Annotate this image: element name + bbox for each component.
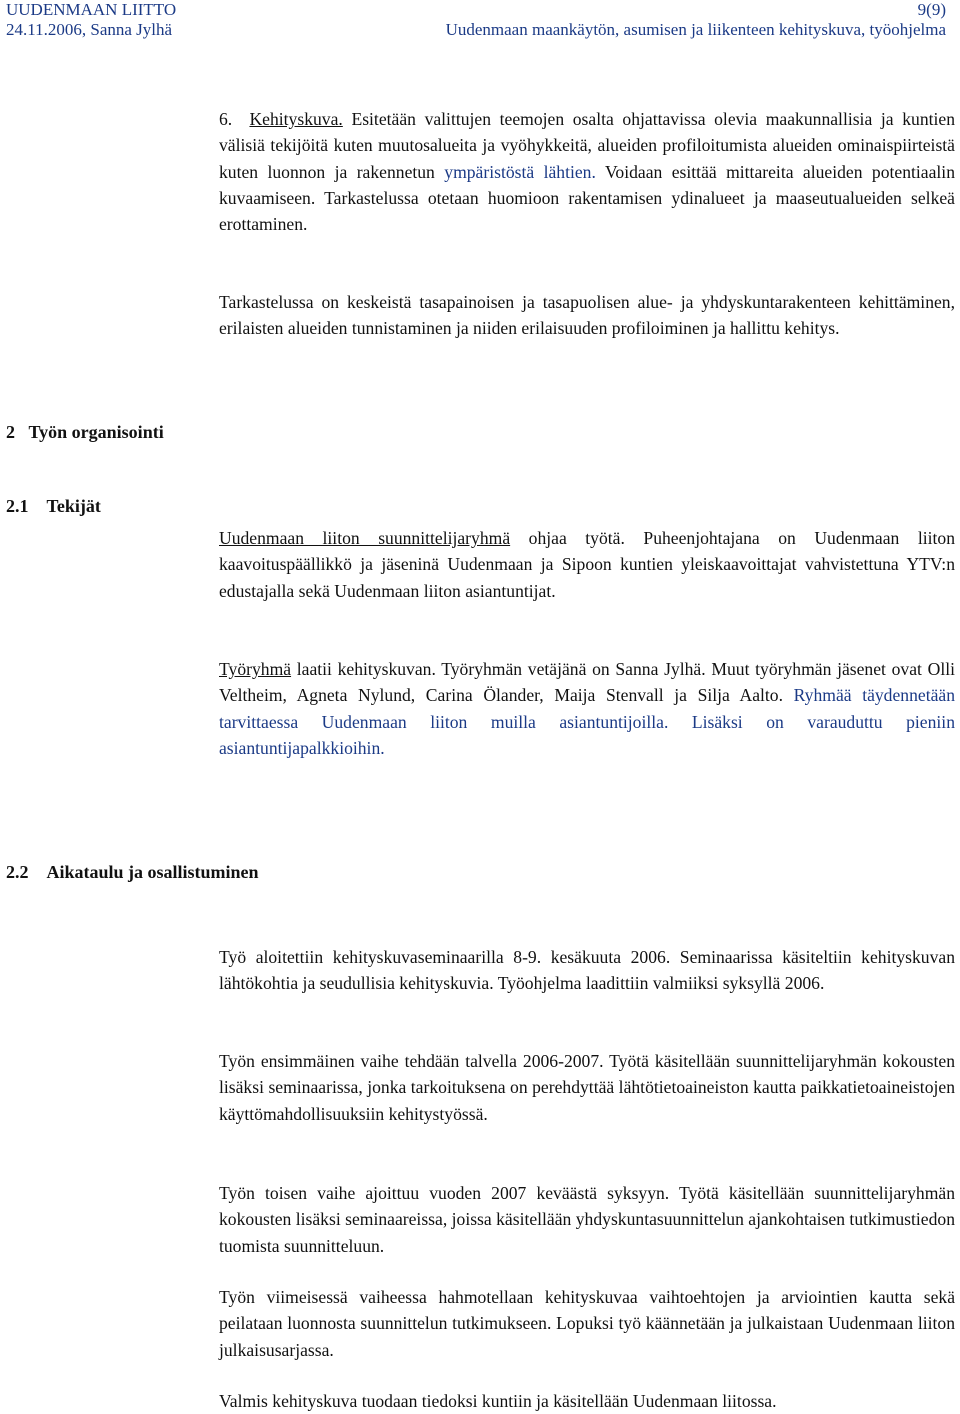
section-2-2-heading — [6, 862, 259, 883]
section-2-1-number: 2.1 — [6, 496, 29, 516]
section-2-number: 2 — [6, 422, 15, 442]
section-2-2-text-2: Työn ensimmäinen vaihe tehdään talvella 2006-2007. Työtä käsitellään suunnittelijaryhmän kokousten lisäksi seminaarissa, jonka tarkoituksena on perehdyttää lähtötietoaineiston kautta paikkatietoaineistojen käyttömahdollisuuksiin kehitystyössä. — [219, 1051, 955, 1124]
section-2-2-title: Aikataulu ja osallistuminen — [46, 862, 259, 882]
organization-name: UUDENMAAN LIITTO — [6, 0, 177, 19]
page-header-row-2 — [6, 20, 946, 40]
section-6-text: Esitetään valittujen teemojen osalta ohjattavissa olevia maakunnallisia ja kuntien välisiä tekijöitä kuten muutosalueita ja vyöhykkeitä, alueiden profiloitumista alueiden ominaispiirteistä kuten luonnon ja rakennetun — [219, 109, 955, 182]
date-author: 24.11.2006, Sanna Jylhä — [6, 20, 173, 39]
section-6-paragraph-2 — [219, 289, 955, 342]
section-2-1-paragraph-2 — [219, 656, 955, 761]
section-6-highlight: ympäristöstä lähtien. — [444, 161, 596, 182]
section-6-number: 6. — [219, 109, 233, 129]
section-2-2-paragraph-2 — [219, 1048, 955, 1127]
section-2-2-number: 2.2 — [6, 862, 29, 882]
section-6-text-rest: Voidaan esittää mittareita alueiden potentiaalin kuvaamiseen. Tarkastelussa otetaan huomioon rakentamisen ydinalueet ja maaseutualueiden selkeä erottaminen. — [219, 161, 955, 235]
page-header-row-1 — [6, 0, 946, 20]
section-2-1-title: Tekijät — [46, 496, 101, 516]
section-2-1-text-more: Puheenjohtajana on Uudenmaan liiton kaavoituspäällikkö ja jäseninä Uudenmaan ja Sipoon kuntien yleiskaavoittajat vahvistettuna YTV:n edustajalla sekä Uudenmaan liiton asiantuntijat. — [219, 528, 955, 601]
section-2-2-text-1: Työ aloitettiin kehityskuvaseminaarilla 8-9. kesäkuuta 2006. Seminaarissa käsiteltiin kehityskuvan lähtökohtia ja seudullisia kehityskuvia. Työohjelma laadittiin valmiiksi syksyllä 2006. — [219, 947, 955, 994]
document-title: Uudenmaan maankäytön, asumisen ja liikenteen kehityskuva, työohjelma — [445, 20, 946, 39]
section-2-heading — [6, 422, 164, 443]
section-6-paragraph-1 — [219, 106, 955, 237]
section-2-2-text-4: Työn viimeisessä vaiheessa hahmotellaan kehityskuvaa vaihtoehtojen ja arviointien kautta sekä peilataan luonnosta suunnittelun tutkimukseen. Lopuksi työ käännetään ja julkaistaan Uudenmaan liiton julkaisusarjassa. — [219, 1287, 955, 1360]
section-2-1-text: ohjaa työtä. — [528, 528, 625, 548]
section-2-1-p2-text: laatii kehityskuvan. Työryhmän vetäjänä on Sanna Jylhä. Muut työryhmän jäsenet ovat Olli Veltheim, Agneta Nylund, Carina Ölander, Maija Stenvall ja Silja Aalto. — [219, 659, 955, 706]
section-2-2-paragraph-4 — [219, 1284, 955, 1363]
section-2-2-text-3: Työn toisen vaihe ajoittuu vuoden 2007 keväästä syksyyn. Työtä käsitellään suunnittelijaryhmän kokousten lisäksi seminaareissa, joissa käsitellään yhdyskuntasuunnittelun ajankohtaisen tutkimustiedon tuomista suunnitteluun. — [219, 1183, 955, 1256]
section-2-1-paragraph-1 — [219, 525, 955, 604]
kehityskuva-link[interactable]: Kehityskuva. — [249, 109, 343, 129]
section-6-paragraph-2-text: Tarkastelussa on keskeistä tasapainoisen ja tasapuolisen alue- ja yhdyskuntarakenteen kehittäminen, erilaisten alueiden tunnistaminen ja niiden erilaisuuden profiloiminen ja hallittu kehitys. — [219, 292, 955, 339]
section-2-1-heading — [6, 496, 101, 517]
section-2-title: Työn organisointi — [28, 422, 164, 442]
section-2-2-paragraph-1 — [219, 944, 955, 997]
page-number: 9(9) — [917, 0, 946, 19]
section-2-1-p2-highlight: Ryhmää täydennetään tarvittaessa Uudenmaan liiton muilla asiantuntijoilla. Lisäksi on varauduttu pieniin asiantuntijapalkkioihin. — [219, 685, 955, 758]
tyoryhma-link[interactable]: Työryhmä — [219, 659, 292, 679]
section-2-2-text-5: Valmis kehityskuva tuodaan tiedoksi kuntiin ja käsitellään Uudenmaan liitossa. — [219, 1391, 777, 1411]
suunnittelijaryhma-link[interactable]: Uudenmaan liiton suunnittelijaryhmä — [219, 528, 511, 548]
section-2-2-paragraph-5 — [219, 1388, 955, 1414]
section-2-2-paragraph-3 — [219, 1180, 955, 1259]
